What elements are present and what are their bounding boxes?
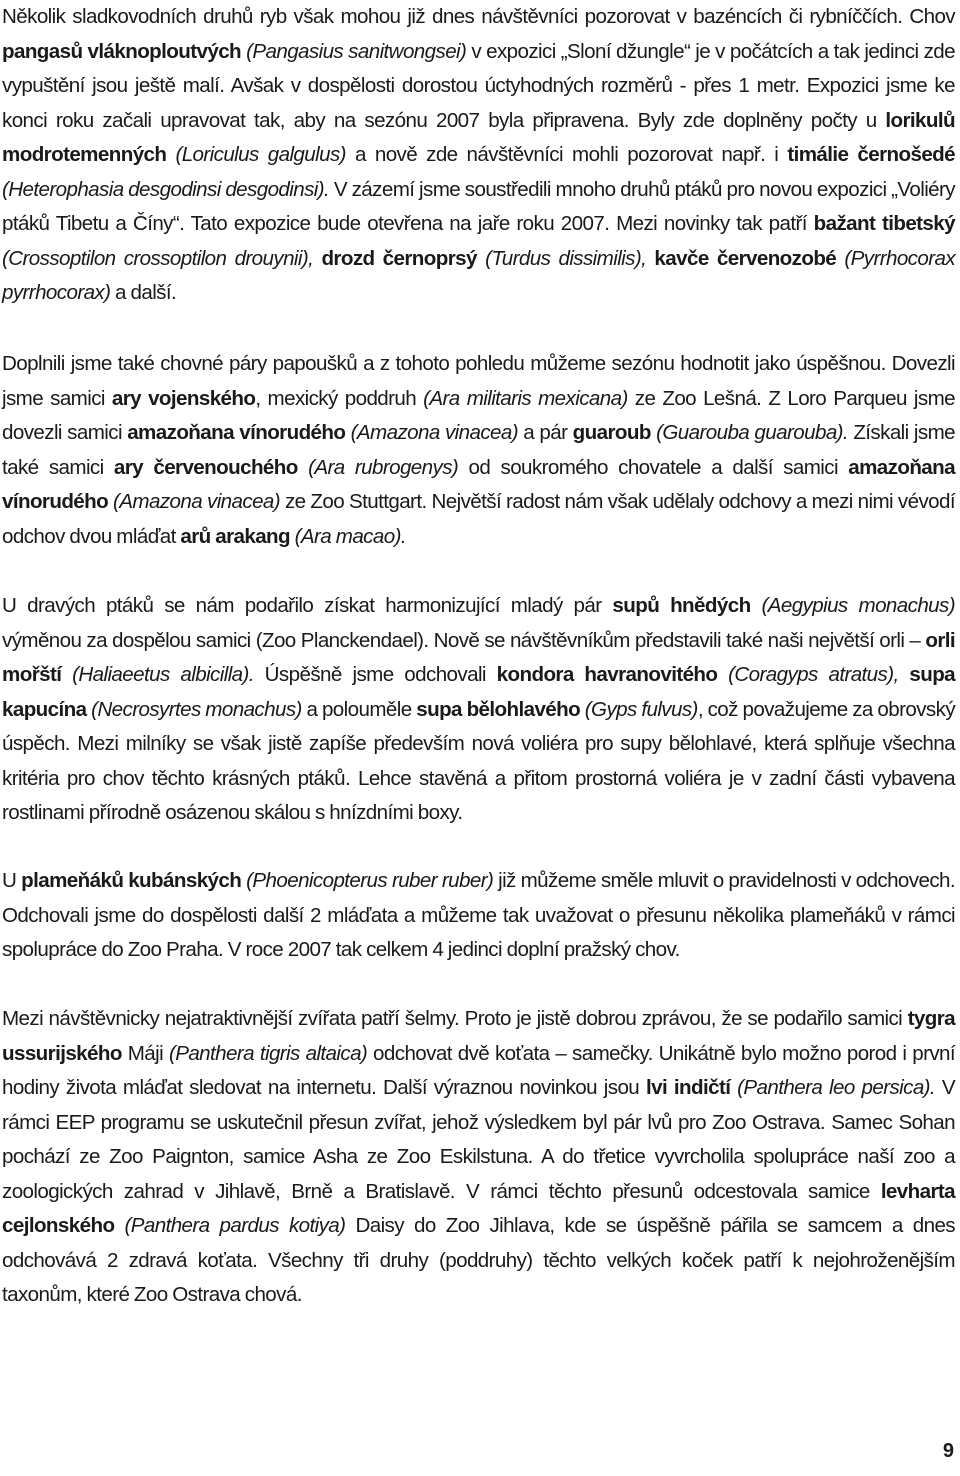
latin-name: (Coragyps atratus), (728, 663, 899, 686)
text-run (717, 663, 728, 686)
species-name: arů arakang (180, 524, 291, 548)
latin-name: (Amazona vinacea) (113, 490, 281, 513)
latin-name: (Phoenicopterus ruber ruber) (246, 869, 494, 892)
latin-name: (Necrosyrtes monachus) (91, 697, 302, 721)
latin-name: (Turdus dissimilis), (485, 246, 647, 270)
latin-name: (Ara macao). (294, 524, 406, 548)
text-run: Získali jsme také samici (2, 421, 955, 479)
text-run: Úspěšně jsme odchovali (253, 663, 497, 686)
latin-name: (Pangasius sanitwongsei) (246, 39, 467, 63)
latin-name: (Loriculus galgulus) (175, 143, 346, 166)
species-name: ary vojenského (111, 386, 256, 410)
paragraph-flamingos (2, 864, 955, 968)
text-run: odchovat dvě koťata – samečky. Unikátně bylo možno porod i první hodiny života mláďat sledovat na internetu. Další výraznou novinkou jsou (2, 1041, 955, 1099)
text-run: Několik sladkovodních druhů ryb však mohou již dnes návštěvníci pozorovat v bazéncích či rybníččích. Chov (2, 5, 955, 28)
text-run (477, 247, 485, 270)
text-run (751, 594, 762, 617)
text-run: ze Zoo Lešná. Z Loro Parqueu jsme dovezli samici (2, 386, 955, 444)
species-name: amazoňana vínorudého (2, 455, 955, 513)
species-name: lorikulů modrotemenných (2, 108, 955, 166)
latin-name: (Ara rubrogenys) (308, 455, 459, 479)
species-name: tygra ussurijského (2, 1007, 955, 1065)
latin-name: (Panthera leo persica). (737, 1076, 936, 1099)
text-run: a nově zde návštěvníci mohli pozorovat např. i (345, 143, 788, 166)
species-name: pangasů vláknoploutvých (2, 39, 242, 63)
text-run (114, 1214, 124, 1237)
latin-name: (Panthera tigris altaica) (168, 1041, 368, 1065)
text-run: a další. (110, 281, 177, 304)
text-run: Daisy do Zoo Jihlava, kde se úspěšně pářila se samcem a dnes odchovává 2 zdravá koťata. Všechny tři druhy (poddruhy) těchto velkých koček patří k nejohroženějším taxonům, které Zoo Ostrava chová. (2, 1214, 956, 1306)
text-run: od soukromého chovatele a další samici (458, 455, 849, 479)
text-run: výměnou za dospělou samici (Zoo Planckendael). Nově se návštěvníkům představili také naši největší orli – (2, 628, 926, 652)
text-run (899, 663, 910, 686)
species-name: plameňáků kubánských (21, 869, 242, 892)
paragraph-big-cats (2, 1002, 955, 1313)
latin-name: (Heterophasia desgodinsi desgodinsi). (2, 177, 330, 201)
species-name: supa bělohlavého (416, 697, 581, 721)
paragraph-birds-of-prey (2, 589, 955, 831)
text-run: Doplnili jsme také chovné páry papoušků a z tohoto pohledu můžeme sezónu hodnotit jako úspěšnou. Dovezli jsme samici (2, 352, 955, 410)
latin-name: (Guarouba guarouba). (656, 421, 849, 444)
text-run: , mexický poddruh (255, 386, 424, 410)
text-run: V zázemí jsme soustředili mnoho druhů ptáků pro novou expozici „Voliéry ptáků Tibetu a Číny“. Tato expozice bude otevřena na jaře roku 2007. Mezi novinky tak patří (2, 177, 955, 235)
page-number: 9 (942, 1440, 954, 1462)
species-name: bažant tibetský (813, 212, 955, 235)
species-name: orli mořští (2, 628, 955, 686)
paragraph-fish-and-birds (2, 0, 955, 311)
text-run: U (2, 869, 22, 892)
latin-name: (Amazona vinacea) (350, 421, 519, 444)
species-name: drozd černoprsý (321, 246, 477, 270)
species-name: supa kapucína (2, 663, 956, 721)
text-run: V rámci EEP programu se uskutečnil přesun zvířat, jehož výsledkem byl pár lvů pro Zoo Ostrava. Samec Sohan pochází ze Zoo Paignton, samice Asha ze Zoo Eskilstuna. A do třetice vyvrcholila spolupráce naší zoo a zoologických zahrad v Jihlavě, Brně a Bratislavě. V rámci těchto přesunů odcestovala samice (2, 1076, 956, 1203)
text-run: již můžeme směle mluvit o pravidelnosti v odchovech. Odchovali jsme do dospělosti další 2 mláďata a můžeme tak uvažovat o přesunu několika plameňáků v rámci spolupráce do Zoo Praha. V roce 2007 tak celkem 4 jedinci doplní pražský chov. (2, 869, 955, 961)
species-name: amazoňana vínorudého (127, 421, 346, 444)
latin-name: (Crossoptilon crossoptilon drouynii), (2, 246, 314, 270)
text-run: Mezi návštěvnicky nejatraktivnější zvířata patří šelmy. Proto je jistě dobrou zprávou, že se podařilo samici (2, 1007, 908, 1030)
species-name: lvi indičtí (645, 1076, 731, 1099)
latin-name: (Haliaeetus albicilla). (72, 663, 254, 686)
text-run: a polouměle (301, 697, 417, 721)
text-run (61, 663, 72, 686)
text-run: a pár (518, 421, 573, 444)
species-name: levharta cejlonského (2, 1179, 955, 1237)
text-run: U dravých ptáků se nám podařilo získat harmonizující mladý pár (2, 594, 613, 617)
text-run: Máji (121, 1041, 169, 1065)
latin-name: (Panthera pardus kotiya) (124, 1214, 346, 1237)
latin-name: (Ara militaris mexicana) (423, 386, 628, 410)
text-run: ze Zoo Stuttgart. Největší radost nám však udělaly odchovy a mezi nimi vévodí odchov dvou mláďat (2, 490, 955, 548)
species-name: kondora havranovitého (496, 663, 718, 686)
species-name: kavče červenozobé (654, 246, 837, 270)
latin-name: (Gyps fulvus) (584, 697, 698, 721)
paragraph-parrots (2, 347, 955, 554)
text-run: , což považujeme za obrovský úspěch. Mezi milníky se však jistě zapíše především nová voliéra pro supy bělohlavé, která splňuje všechna kritéria pro chov těchto krásných ptáků. Lehce stavěná a přitom prostorná voliéra je v zadní části vybavena rostlinami přírodně osázenou skálou s hnízdními boxy. (2, 697, 956, 824)
latin-name: (Aegypius monachus) (761, 594, 955, 617)
species-name: timálie černošedé (787, 143, 956, 166)
text-run: v expozici „Sloní džungle“ je v počátcích a tak jedinci zde vypuštění jsou ještě malí. Avšak v dospělosti dorostou úctyhodných rozměrů - přes 1 metr. Expozici jsme ke konci roku začali upravovat tak, aby na sezónu 2007 byla připravena. Byly zde doplněny počty u (2, 39, 955, 132)
species-name: guaroub (572, 421, 651, 444)
latin-name: (Pyrrhocorax pyrrhocorax) (2, 246, 956, 304)
species-name: supů hnědých (612, 594, 751, 617)
text-run (298, 456, 308, 479)
species-name: ary červenouchého (113, 455, 298, 479)
